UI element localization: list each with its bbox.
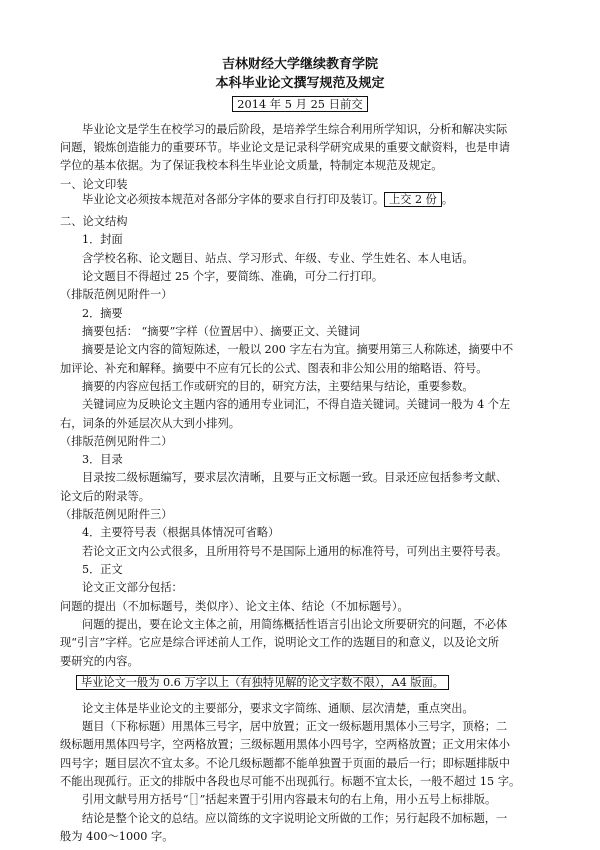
layout-reference: （排版范例见附件一） <box>60 288 173 302</box>
print-binding-line <box>82 188 600 212</box>
body-line: 不能出现孤行。正文的排版中各段也尽可能不出现孤行。标题不宜太长，一般不超过 15 字。 <box>60 775 521 789</box>
body-line: 关键词应为反映论文主题内容的通用专业词汇，不得自造关键词。关键词一般为 4 个左 <box>82 398 511 412</box>
body-line: 摘要的内容应包括工作或研究的目的，研究方法，主要结果与结论，重要参数。 <box>82 379 474 393</box>
intro-line: 毕业论文是学生在校学习的最后阶段，是培养学生综合利用所学知识，分析和解决实际 <box>82 122 508 136</box>
body-line: 引用文献号用方括号“［］”括起来置于引用内容最末句的右上角，用小五号上标排版。 <box>82 793 497 807</box>
copies-box: 上交 2 份 <box>384 192 442 207</box>
subsection-heading: 4．主要符号表（根据具体情况可省略） <box>82 526 280 540</box>
body-line: 结论是整个论文的总结。应以简练的文字说明论文所做的工作；另行起段不加标题，一 <box>82 811 508 825</box>
subsection-heading: 3．目录 <box>82 453 123 467</box>
intro-line: 学位的基本依据。为了保证我校本科生毕业论文质量，特制定本规范及规定。 <box>60 159 443 173</box>
body-line: 目录按二级标题编写，要求层次清晰，且要与正文标题一致。目录还应包括参考文献、 <box>82 471 508 485</box>
body-line: 右，词条的外延层次从大到小排列。 <box>60 416 241 430</box>
body-line: 级标题用黑体四号字，空两格放置；三级标题用黑体小四号字，空两格放置；正文用宋体小 <box>60 738 511 752</box>
subsection-heading: 5．正文 <box>82 563 123 577</box>
body-line: 加评论、补充和解释。摘要中不应有冗长的公式、图表和非公知公用的缩略语、符号。 <box>60 361 488 375</box>
deadline-line <box>0 96 600 113</box>
word-count-box: 毕业论文一般为 0.6 万字以上（有独特见解的论文字数不限），A4 版面。 <box>76 675 449 690</box>
deadline-box: 2014 年 5 月 25 日前交 <box>232 96 367 112</box>
document-title: 本科毕业论文撰写规范及规定 <box>215 76 385 92</box>
intro-line: 问题，锻炼创造能力的重要环节。毕业论文是记录科学研究成果的重要文献资料，也是申请 <box>60 140 511 154</box>
body-line: 论文题目不得超过 25 个字，要简练、准确，可分二行打印。 <box>82 270 384 284</box>
subsection-heading: 2．摘要 <box>82 306 123 320</box>
section-heading: 一、论文印装 <box>60 177 128 191</box>
body-line: 题目（下称标题）用黑体三号字，居中放置；正文一级标题用黑体小三号字，顶格；二 <box>82 720 508 734</box>
body-line: 问题的提出，要在论文主体之前，用简练概括性语言引出论文所要研究的问题，不必体 <box>82 617 508 631</box>
body-line: 摘要包括： “摘要”字样（位置居中）、摘要正文、关键词 <box>82 324 360 338</box>
body-line: 四号字；题目层次不宜太多。不论几级标题都不能单独置于页面的最后一行；即标题排版中 <box>60 756 511 770</box>
word-count-line <box>76 674 600 691</box>
print-binding-text: 毕业论文必须按本规范对各部分字体的要求自行打印及装订。 <box>82 193 385 207</box>
section-heading: 二、论文结构 <box>60 215 128 229</box>
layout-reference: （排版范例见附件三） <box>60 508 173 522</box>
body-line: 若论文正文内公式很多，且所用符号不是国际上通用的标准符号，可列出主要符号表。 <box>82 544 508 558</box>
body-line: 现“引言”字样。它应是综合评述前人工作，说明论文工作的选题目的和意义，以及论文所 <box>60 636 500 650</box>
body-line: 般为 400～1000 字。 <box>60 830 174 843</box>
subsection-heading: 1．封面 <box>82 233 123 247</box>
layout-reference: （排版范例见附件二） <box>60 434 173 448</box>
body-line: 问题的提出（不加标题号，类似序）、论文主体、结论（不加标题号）。 <box>60 599 409 613</box>
body-line: 含学校名称、论文题目、站点、学习形式、年级、专业、学生姓名、本人电话。 <box>82 251 474 265</box>
body-line: 要研究的内容。 <box>60 654 139 668</box>
body-line: 论文正文部分包括： <box>82 581 183 595</box>
school-name: 吉林财经大学继续教育学院 <box>221 57 378 72</box>
print-binding-end: 。 <box>441 193 454 207</box>
body-line: 论文后的附录等。 <box>60 489 151 503</box>
body-line: 摘要是论文内容的简短陈述，一般以 200 字左右为宜。摘要用第三人称陈述，摘要中不 <box>82 343 514 357</box>
body-line: 论文主体是毕业论文的主要部分，要求文字简练、通顺、层次清楚，重点突出。 <box>82 701 474 715</box>
